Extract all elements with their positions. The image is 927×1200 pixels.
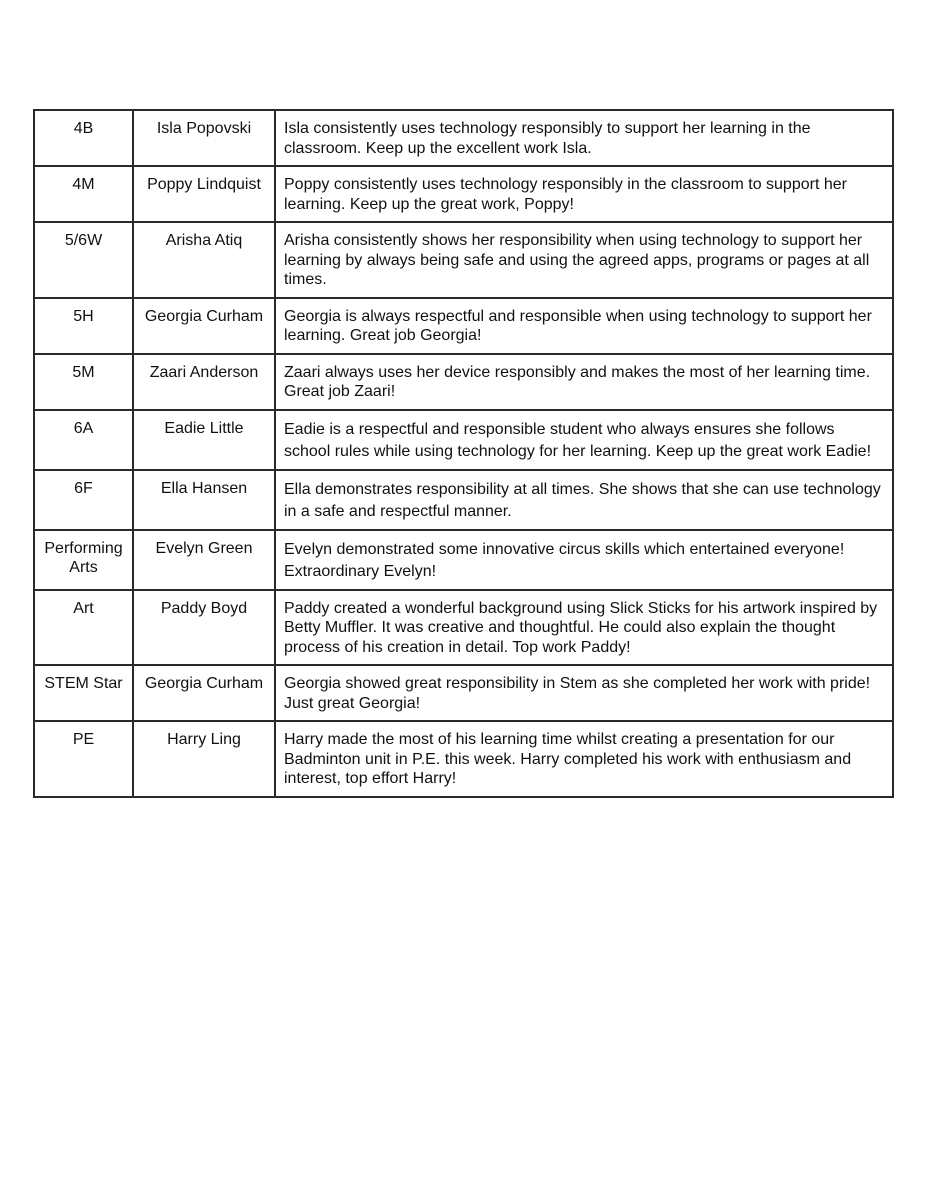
table-row <box>34 354 893 410</box>
student-name-cell: Zaari Anderson <box>133 354 275 410</box>
class-cell: 6F <box>34 470 133 530</box>
class-cell: PE <box>34 721 133 797</box>
comment-cell: Isla consistently uses technology responsibly to support her learning in the classroom. Keep up the excellent work Isla. <box>275 110 893 166</box>
class-cell: 6A <box>34 410 133 470</box>
student-name-cell: Eadie Little <box>133 410 275 470</box>
table-row <box>34 410 893 470</box>
comment-cell: Poppy consistently uses technology responsibly in the classroom to support her learning. Keep up the great work, Poppy! <box>275 166 893 222</box>
comment-cell: Paddy created a wonderful background using Slick Sticks for his artwork inspired by Betty Muffler. It was creative and thoughtful. He could also explain the thought process of his creation in detail. Top work Paddy! <box>275 590 893 666</box>
comment-cell: Evelyn demonstrated some innovative circus skills which entertained everyone! Extraordinary Evelyn! <box>275 530 893 590</box>
class-cell: 5H <box>34 298 133 354</box>
class-cell: 4M <box>34 166 133 222</box>
student-name-cell: Isla Popovski <box>133 110 275 166</box>
class-cell: Performing Arts <box>34 530 133 590</box>
comment-cell: Zaari always uses her device responsibly and makes the most of her learning time. Great job Zaari! <box>275 354 893 410</box>
class-cell: Art <box>34 590 133 666</box>
table-row <box>34 470 893 530</box>
class-cell: 4B <box>34 110 133 166</box>
student-name-cell: Ella Hansen <box>133 470 275 530</box>
table-row <box>34 665 893 721</box>
table-row <box>34 590 893 666</box>
comment-cell: Eadie is a respectful and responsible student who always ensures she follows school rules while using technology for her learning. Keep up the great work Eadie! <box>275 410 893 470</box>
student-name-cell: Paddy Boyd <box>133 590 275 666</box>
student-name-cell: Harry Ling <box>133 721 275 797</box>
table-row <box>34 530 893 590</box>
comment-cell: Arisha consistently shows her responsibility when using technology to support her learning by always being safe and using the agreed apps, programs or pages at all times. <box>275 222 893 298</box>
comment-cell: Harry made the most of his learning time whilst creating a presentation for our Badminton unit in P.E. this week. Harry completed his work with enthusiasm and interest, top effort Harry! <box>275 721 893 797</box>
student-name-cell: Georgia Curham <box>133 298 275 354</box>
student-name-cell: Georgia Curham <box>133 665 275 721</box>
comment-cell: Georgia showed great responsibility in Stem as she completed her work with pride! Just great Georgia! <box>275 665 893 721</box>
class-cell: STEM Star <box>34 665 133 721</box>
class-cell: 5/6W <box>34 222 133 298</box>
comment-cell: Georgia is always respectful and responsible when using technology to support her learning. Great job Georgia! <box>275 298 893 354</box>
student-name-cell: Poppy Lindquist <box>133 166 275 222</box>
table-row <box>34 110 893 166</box>
table-row <box>34 222 893 298</box>
student-name-cell: Evelyn Green <box>133 530 275 590</box>
awards-table <box>33 109 894 798</box>
table-row <box>34 166 893 222</box>
student-name-cell: Arisha Atiq <box>133 222 275 298</box>
class-cell: 5M <box>34 354 133 410</box>
table-row <box>34 298 893 354</box>
table-row <box>34 721 893 797</box>
comment-cell: Ella demonstrates responsibility at all times. She shows that she can use technology in a safe and respectful manner. <box>275 470 893 530</box>
